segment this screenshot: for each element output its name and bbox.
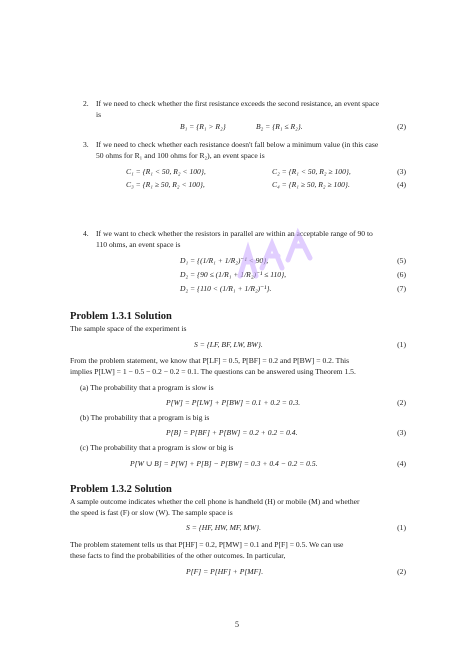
equation-number: (4) <box>397 180 406 189</box>
subpart-c-text: (c) The probability that a program is slow or big is <box>80 443 234 452</box>
equation-number: (3) <box>397 428 406 437</box>
equation-sample-space: S = {HF, HW, MF, MW}. <box>186 523 261 532</box>
equation-d2: D₂ = {90 ≤ (1/R₁ + 1/R₂)⁻¹ ≤ 110}, <box>180 270 287 279</box>
item-2-number: 2. <box>83 99 89 108</box>
item-3-text-line2: 50 ohms for R₁ and 100 ohms for R₂), an event space is <box>96 151 265 160</box>
equation-number: (2) <box>397 122 406 131</box>
equation-number: (6) <box>397 270 406 279</box>
equation-sample-space: S = {LF, BF, LW, BW}. <box>194 340 263 349</box>
equation-c4: C₄ = {R₁ ≥ 50, R₂ ≥ 100}. <box>272 180 350 189</box>
item-4-number: 4. <box>83 229 89 238</box>
item-2-text-line2: is <box>96 110 102 119</box>
item-4-text-line2: 110 ohms, an event space is <box>96 240 181 249</box>
equation-c1: C₁ = {R₁ < 50, R₂ < 100}, <box>126 167 206 176</box>
equation-c3: C₃ = {R₁ ≥ 50, R₂ < 100}, <box>126 180 205 189</box>
equation-number: (1) <box>397 523 406 532</box>
equation-slow: P[W] = P[LW] + P[BW] = 0.1 + 0.2 = 0.3. <box>166 398 301 407</box>
equation-number: (2) <box>397 567 406 576</box>
equation-c2: C₂ = {R₁ < 50, R₂ ≥ 100}, <box>272 167 351 176</box>
paragraph-text: The sample space of the experiment is <box>70 324 187 333</box>
equation-number: (5) <box>397 256 406 265</box>
item-3-number: 3. <box>83 140 89 149</box>
equation-number: (1) <box>397 340 406 349</box>
section-heading-1-3-1: Problem 1.3.1 Solution <box>70 311 172 322</box>
equation-big: P[B] = P[BF] + P[BW] = 0.2 + 0.2 = 0.4. <box>166 428 298 437</box>
equation-number: (2) <box>397 398 406 407</box>
item-3-text-line1: If we need to check whether each resistance doesn't fall below a minimum value (in this case <box>96 140 379 149</box>
equation-slow-or-big: P[W ∪ B] = P[W] + P[B] − P[BW] = 0.3 + 0.4 − 0.2 = 0.5. <box>130 459 318 468</box>
subpart-a-text: (a) The probability that a program is slow is <box>80 383 214 392</box>
equation-d3: D₂ = {110 < (1/R₁ + 1/R₂)⁻¹}. <box>180 284 272 293</box>
paragraph-text: The problem statement tells us that P[HF] = 0.2, P[MW] = 0.1 and P[F] = 0.5. We can use <box>70 540 344 549</box>
equation-b1: B₁ = {R₁ > R₂} <box>180 122 226 131</box>
paragraph-text: the speed is fast (F) or slow (W). The sample space is <box>70 508 233 517</box>
paragraph-text: these facts to find the probabilities of the other outcomes. In particular, <box>70 551 286 560</box>
equation-number: (7) <box>397 284 406 293</box>
paragraph-text: implies P[LW] = 1 − 0.5 − 0.2 − 0.2 = 0.1. The questions can be answered using Theorem 1.5. <box>70 367 356 376</box>
page-number: 5 <box>235 620 239 629</box>
section-heading-1-3-2: Problem 1.3.2 Solution <box>70 484 172 495</box>
item-2-text-line1: If we need to check whether the first resistance exceeds the second resistance, an event space <box>96 99 379 108</box>
paragraph-text: A sample outcome indicates whether the cell phone is handheld (H) or mobile (M) and whether <box>70 497 360 506</box>
equation-d1: D₁ = {(1/R₁ + 1/R₂)⁻¹ < 90}, <box>180 256 269 265</box>
equation-b2: B₂ = {R₁ ≤ R₂}. <box>256 122 303 131</box>
equation-number: (4) <box>397 459 406 468</box>
paragraph-text: From the problem statement, we know that P[LF] = 0.5, P[BF] = 0.2 and P[BW] = 0.2. This <box>70 356 350 365</box>
subpart-b-text: (b) The probability that a program is big is <box>80 413 210 422</box>
equation-p-f: P[F] = P[HF] + P[MF]. <box>186 567 264 576</box>
equation-number: (3) <box>397 167 406 176</box>
item-4-text-line1: If we want to check whether the resistors in parallel are within an acceptable range of 90 to <box>96 229 373 238</box>
